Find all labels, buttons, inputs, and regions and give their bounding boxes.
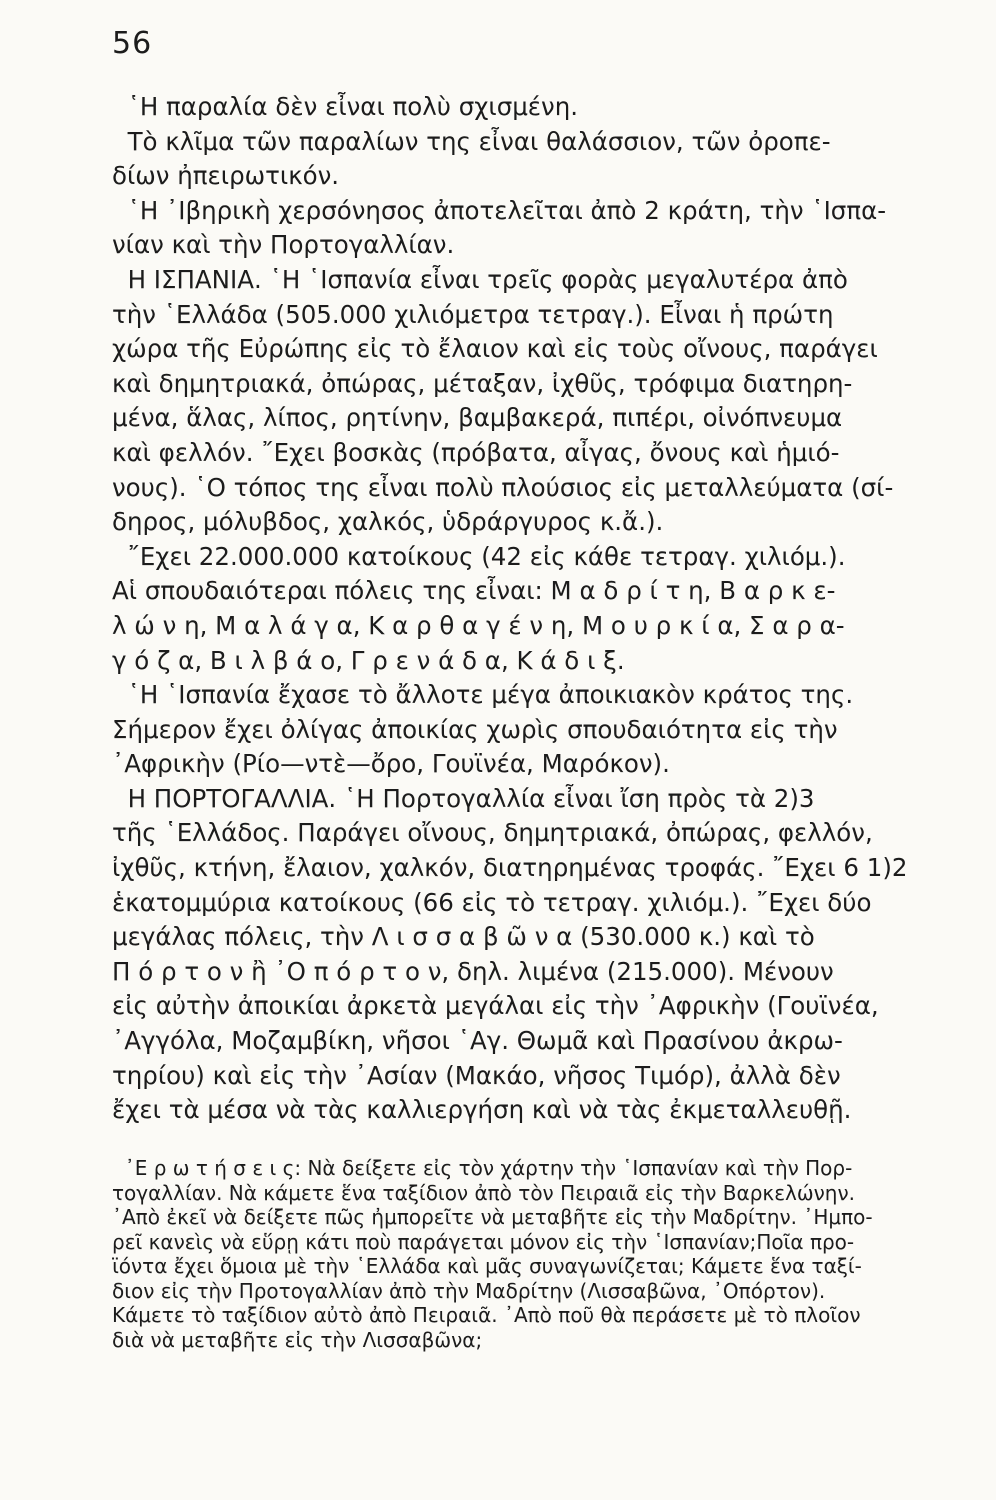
text-line: Π ό ρ τ ο ν ἢ ᾿Ο π ό ρ τ ο ν, δηλ. λιμένα (215.000). Μένουν [112, 956, 834, 986]
question-line: διὰ νὰ μεταβῆτε εἰς τὴν Λισσαβῶνα; [112, 1327, 483, 1352]
text-line: ῎Εχει 22.000.000 κατοίκους (42 εἰς κάθε τετραγ. χιλιόμ.). [112, 541, 846, 571]
text-line: νίαν καὶ τὴν Πορτογαλλίαν. [112, 230, 455, 260]
text-line: καὶ φελλόν. ῎Εχει βοσκὰς (πρόβατα, αἶγας, ὄνους καὶ ἡμιό- [112, 437, 840, 467]
text-line: Σήμερον ἔχει ὀλίγας ἀποικίας χωρὶς σπουδαιότητα εἰς τὴν [112, 714, 838, 744]
text-line: ἑκατομμύρια κατοίκους (66 εἰς τὸ τετραγ. χιλιόμ.). ῎Εχει δύο [112, 887, 872, 917]
text-line: ᾿Αγγόλα, Μοζαμβίκη, νῆσοι ῾Αγ. Θωμᾶ καὶ Πρασίνου ἀκρω- [112, 1026, 843, 1056]
question-line: Κάμετε τὸ ταξίδιον αὐτὸ ἀπὸ Πειραιᾶ. ᾿Απὸ ποῦ θὰ περάσετε μὲ τὸ πλοῖον [112, 1303, 861, 1327]
text-line: ῾Η ῾Ισπανία ἔχασε τὸ ἄλλοτε μέγα ἀποικιακὸν κράτος της. [112, 680, 854, 710]
text-line: τῆς ῾Ελλάδος. Παράγει οἴνους, δημητριακά, ὀπώρας, φελλόν, [112, 818, 873, 848]
question-line: ᾿Απὸ ἐκεῖ νὰ δείξετε πῶς ἠμπορεῖτε νὰ μεταβῆτε εἰς τὴν Μαδρίτην. ᾿Ημπο- [112, 1205, 873, 1229]
text-line: Η ΠΟΡΤΟΓΑΛΛΙΑ. ῾Η Πορτογαλλία εἶναι ἴση πρὸς τὰ 2)3 [112, 783, 815, 813]
text-line: δίων ἠπειρωτικόν. [112, 161, 340, 191]
text-line: καὶ δημητριακά, ὀπώρας, μέταξαν, ἰχθῦς, τρόφιμα διατηρη- [112, 368, 853, 398]
text-line: Αἱ σπουδαιότεραι πόλεις της εἶναι: Μ α δ ρ ί τ η, Β α ρ κ ε- [112, 576, 836, 606]
text-line: λ ώ ν η, Μ α λ ά γ α, Κ α ρ θ α γ έ ν η, Μ ο υ ρ κ ί α, Σ α ρ α- [112, 610, 845, 640]
question-line: ϊόντα ἔχει ὅμοια μὲ τὴν ῾Ελλάδα καὶ μᾶς συναγωνίζεται; Κάμετε ἕνα ταξί- [112, 1254, 862, 1278]
text-line: νους). ῾Ο τόπος της εἶναι πολὺ πλούσιος εἰς μεταλλεύματα (σί- [112, 472, 894, 502]
text-line: γ ό ζ α, Β ι λ β ά ο, Γ ρ ε ν ά δ α, Κ ά δ ι ξ. [112, 645, 625, 675]
main-text [112, 90, 962, 1128]
text-line: μένα, ἅλας, λίπος, ρητίνην, βαμβακερά, πιπέρι, οἰνόπνευμα [112, 403, 843, 433]
text-line: χώρα τῆς Εὐρώπης εἰς τὸ ἔλαιον καὶ εἰς τοὺς οἴνους, παράγει [112, 334, 878, 364]
text-line: ῾Η ᾿Ιβηρικὴ χερσόνησος ἀποτελεῖται ἀπὸ 2 κράτη, τὴν ῾Ισπα- [112, 195, 887, 225]
questions-section [112, 1156, 962, 1352]
question-line: διον εἰς τὴν Προτογαλλίαν ἀπὸ τὴν Μαδρίτην (Λισσαβῶνα, ᾿Οπόρτον). [112, 1278, 826, 1303]
text-line: ᾿Αφρικὴν (Ρίο—ντὲ—ὄρο, Γουϊνέα, Μαρόκον). [112, 749, 670, 779]
text-line: μεγάλας πόλεις, τὴν Λ ι σ σ α β ῶ ν α (530.000 κ.) καὶ τὸ [112, 922, 815, 952]
text-line: εἰς αὐτὴν ἀποικίαι ἀρκετὰ μεγάλαι εἰς τὴν ᾿Αφρικὴν (Γουϊνέα, [112, 991, 879, 1021]
text-line: Η ΙΣΠΑΝΙΑ. ῾Η ῾Ισπανία εἶναι τρεῖς φορὰς μεγαλυτέρα ἀπὸ [112, 264, 848, 294]
text-line: ῾Η παραλία δὲν εἶναι πολὺ σχισμένη. [112, 92, 579, 121]
question-line: ρεῖ κανεὶς νὰ εὕρῃ κάτι ποὺ παράγεται μόνον εἰς τὴν ῾Ισπανίαν;Ποῖα προ- [112, 1229, 855, 1254]
text-line: ἰχθῦς, κτήνη, ἔλαιον, χαλκόν, διατηρημένας τροφάς. ῎Εχει 6 1)2 [112, 853, 908, 883]
question-line: ᾿Ε ρ ω τ ή σ ε ι ς: Νὰ δείξετε εἰς τὸν χάρτην τὴν ῾Ισπανίαν καὶ τὴν Πορ- [112, 1156, 853, 1180]
question-line: τογαλλίαν. Νὰ κάμετε ἕνα ταξίδιον ἀπὸ τὸν Πειραιᾶ εἰς τὴν Βαρκελώνην. [112, 1180, 855, 1205]
text-line: δηρος, μόλυβδος, χαλκός, ὑδράργυρος κ.ἄ.). [112, 507, 664, 537]
text-line: ἔχει τὰ μέσα νὰ τὰς καλλιεργήση καὶ νὰ τὰς ἐκμεταλλευθῇ. [112, 1095, 852, 1125]
text-line: Τὸ κλῖμα τῶν παραλίων της εἶναι θαλάσσιον, τῶν ὀροπε- [112, 126, 831, 156]
text-line: τηρίου) καὶ εἰς τὴν ᾿Ασίαν (Μακάο, νῆσος Τιμόρ), ἀλλὰ δὲν [112, 1060, 841, 1090]
text-line: τὴν ῾Ελλάδα (505.000 χιλιόμετρα τετραγ.). Εἶναι ἡ πρώτη [112, 299, 834, 329]
page-number: 56 [112, 26, 153, 61]
